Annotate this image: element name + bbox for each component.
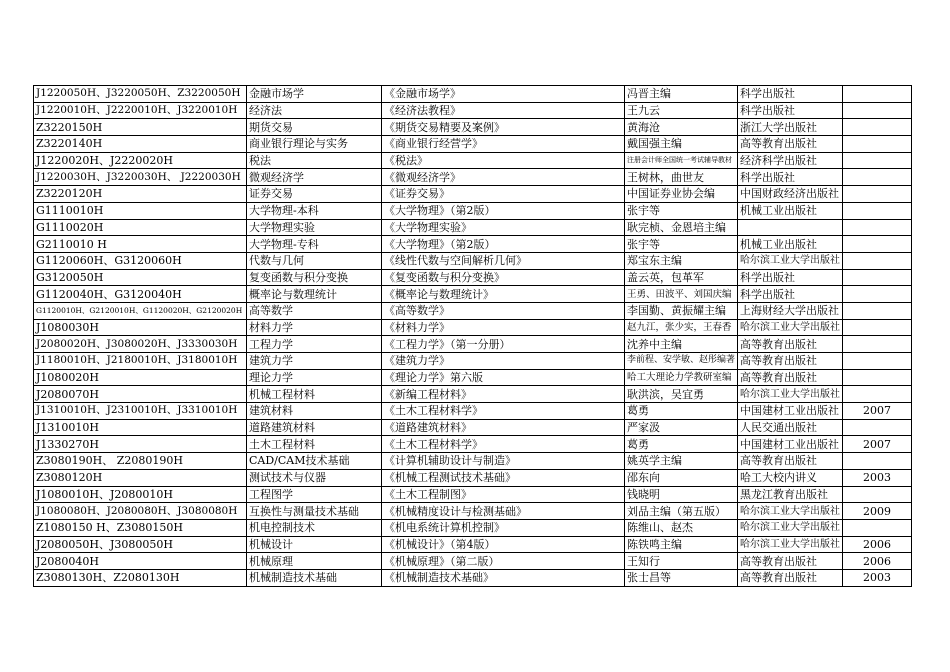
author-cell: 邵东向 — [625, 469, 738, 486]
table-row — [34, 219, 912, 236]
course-code-cell: G2110010 H — [34, 236, 247, 253]
course-code-cell: J1080030H — [34, 319, 247, 336]
textbook-title-cell: 《机械设计》（第4版） — [382, 536, 625, 553]
author-cell: 黄海沧 — [625, 119, 738, 136]
textbook-title-cell: 《高等数学》 — [382, 302, 625, 319]
course-code-cell: J1080010H、J2080010H — [34, 486, 247, 503]
year-cell — [843, 386, 912, 403]
table-row — [34, 369, 912, 386]
textbook-title-cell: 《金融市场学》 — [382, 86, 625, 103]
course-name-cell: 道路建筑材料 — [247, 419, 382, 436]
table-row — [34, 403, 912, 420]
publisher-cell: 高等教育出版社 — [738, 553, 843, 570]
course-code-cell: J2080070H — [34, 386, 247, 403]
publisher-cell: 中国建材工业出版社 — [738, 436, 843, 453]
author-cell: 沈养中主编 — [625, 336, 738, 353]
textbook-title-cell: 《土木工程材料学》 — [382, 403, 625, 420]
year-cell — [843, 119, 912, 136]
table-row — [34, 353, 912, 370]
table-row — [34, 536, 912, 553]
course-code-cell: J1080080H、J2080080H、J3080080H — [34, 503, 247, 520]
author-cell: 耿完桢、金恩培主编 — [625, 219, 738, 236]
course-code-cell: Z1080150 H、Z3080150H — [34, 519, 247, 536]
table-row — [34, 102, 912, 119]
course-name-cell: 经济法 — [247, 102, 382, 119]
publisher-cell: 科学出版社 — [738, 102, 843, 119]
course-name-cell: 大学物理实验 — [247, 219, 382, 236]
textbook-title-cell: 《经济法教程》 — [382, 102, 625, 119]
year-cell — [843, 186, 912, 203]
course-name-cell: 复变函数与积分变换 — [247, 269, 382, 286]
table-row — [34, 236, 912, 253]
author-cell: 钱晓明 — [625, 486, 738, 503]
course-code-cell: J1180010H、J2180010H、J3180010H — [34, 353, 247, 370]
textbook-title-cell: 《微观经济学》 — [382, 169, 625, 186]
table-row — [34, 419, 912, 436]
publisher-cell: 高等教育出版社 — [738, 453, 843, 470]
year-cell — [843, 453, 912, 470]
publisher-cell: 上海财经大学出版社 — [738, 302, 843, 319]
course-name-cell: 工程图学 — [247, 486, 382, 503]
year-cell — [843, 419, 912, 436]
year-cell — [843, 102, 912, 119]
publisher-cell: 中国建材工业出版社 — [738, 403, 843, 420]
publisher-cell: 机械工业出版社 — [738, 236, 843, 253]
textbook-title-cell: 《线性代数与空间解析几何》 — [382, 252, 625, 269]
course-name-cell: 证券交易 — [247, 186, 382, 203]
textbook-title-cell: 《机电系统计算机控制》 — [382, 519, 625, 536]
textbook-title-cell: 《大学物理》（第2版） — [382, 202, 625, 219]
textbook-title-cell: 《机械制造技术基础》 — [382, 569, 625, 586]
author-cell: 王知行 — [625, 553, 738, 570]
author-cell: 严家汲 — [625, 419, 738, 436]
author-cell: 王勇、田波平、刘国庆编 — [625, 286, 738, 303]
author-cell: 冯晋主编 — [625, 86, 738, 103]
author-cell: 李国勤、黄振耀主编 — [625, 302, 738, 319]
table-row — [34, 386, 912, 403]
course-name-cell: 微观经济学 — [247, 169, 382, 186]
course-name-cell: 建筑力学 — [247, 353, 382, 370]
author-cell: 注册会计师全国统一考试辅导教材 — [625, 152, 738, 169]
textbook-title-cell: 《期货交易精要及案例》 — [382, 119, 625, 136]
course-code-cell: J2080050H、J3080050H — [34, 536, 247, 553]
course-name-cell: 机电控制技术 — [247, 519, 382, 536]
course-code-cell: Z3080130H、Z2080130H — [34, 569, 247, 586]
textbook-title-cell: 《税法》 — [382, 152, 625, 169]
textbook-title-cell: 《土木工程材料学》 — [382, 436, 625, 453]
year-cell — [843, 152, 912, 169]
publisher-cell: 机械工业出版社 — [738, 202, 843, 219]
table-row — [34, 453, 912, 470]
course-name-cell: 测试技术与仪器 — [247, 469, 382, 486]
table-row — [34, 136, 912, 153]
textbook-title-cell: 《机械原理》（第二版） — [382, 553, 625, 570]
table-row — [34, 119, 912, 136]
author-cell: 戴国强主编 — [625, 136, 738, 153]
course-code-cell: J1220050H、J3220050H、Z3220050H — [34, 86, 247, 103]
author-cell: 哈工大理论力学教研室编 — [625, 369, 738, 386]
year-cell — [843, 336, 912, 353]
year-cell — [843, 486, 912, 503]
course-code-cell: G1110010H — [34, 202, 247, 219]
textbook-title-cell: 《商业银行经营学》 — [382, 136, 625, 153]
author-cell: 葛勇 — [625, 436, 738, 453]
year-cell — [843, 302, 912, 319]
textbook-title-cell: 《计算机辅助设计与制造》 — [382, 453, 625, 470]
textbook-title-cell: 《建筑力学》 — [382, 353, 625, 370]
year-cell: 2003 — [843, 569, 912, 586]
table-row — [34, 86, 912, 103]
table-row — [34, 503, 912, 520]
year-cell — [843, 236, 912, 253]
course-code-cell: G1110020H — [34, 219, 247, 236]
publisher-cell: 哈工大校内讲义 — [738, 469, 843, 486]
author-cell: 盖云英，包革军 — [625, 269, 738, 286]
course-name-cell: 概率论与数理统计 — [247, 286, 382, 303]
publisher-cell — [738, 219, 843, 236]
course-code-cell: G3120050H — [34, 269, 247, 286]
course-name-cell: 商业银行理论与实务 — [247, 136, 382, 153]
table-row — [34, 186, 912, 203]
textbook-title-cell: 《材料力学》 — [382, 319, 625, 336]
table-row — [34, 569, 912, 586]
publisher-cell: 人民交通出版社 — [738, 419, 843, 436]
table-row — [34, 169, 912, 186]
publisher-cell: 高等教育出版社 — [738, 569, 843, 586]
course-name-cell: 互换性与测量技术基础 — [247, 503, 382, 520]
table-row — [34, 519, 912, 536]
author-cell: 耿洪滨，吴宜勇 — [625, 386, 738, 403]
course-code-cell: Z3220140H — [34, 136, 247, 153]
author-cell: 葛勇 — [625, 403, 738, 420]
course-code-cell: J1330270H — [34, 436, 247, 453]
course-code-cell: J1310010H、J2310010H、J3310010H — [34, 403, 247, 420]
textbook-title-cell: 《机械工程测试技术基础》 — [382, 469, 625, 486]
publisher-cell: 高等教育出版社 — [738, 353, 843, 370]
textbook-title-cell: 《理论力学》第六版 — [382, 369, 625, 386]
author-cell: 赵九江，张少实，王春香 — [625, 319, 738, 336]
publisher-cell: 科学出版社 — [738, 169, 843, 186]
year-cell: 2009 — [843, 503, 912, 520]
publisher-cell: 黑龙江教育出版社 — [738, 486, 843, 503]
textbook-title-cell: 《证券交易》 — [382, 186, 625, 203]
textbook-table-body — [34, 86, 912, 587]
table-row — [34, 152, 912, 169]
course-name-cell: 建筑材料 — [247, 403, 382, 420]
author-cell: 郑宝东主编 — [625, 252, 738, 269]
table-row — [34, 336, 912, 353]
year-cell — [843, 252, 912, 269]
year-cell — [843, 369, 912, 386]
course-name-cell: CAD/CAM技术基础 — [247, 453, 382, 470]
publisher-cell: 高等教育出版社 — [738, 369, 843, 386]
course-name-cell: 机械工程材料 — [247, 386, 382, 403]
textbook-title-cell: 《土木工程制图》 — [382, 486, 625, 503]
publisher-cell: 浙江大学出版社 — [738, 119, 843, 136]
table-row — [34, 553, 912, 570]
table-row — [34, 319, 912, 336]
course-code-cell: G1120040H、G3120040H — [34, 286, 247, 303]
publisher-cell: 哈尔滨工业大学出版社 — [738, 386, 843, 403]
course-code-cell: J1080020H — [34, 369, 247, 386]
publisher-cell: 高等教育出版社 — [738, 336, 843, 353]
table-row — [34, 436, 912, 453]
course-name-cell: 金融市场学 — [247, 86, 382, 103]
year-cell — [843, 169, 912, 186]
course-name-cell: 理论力学 — [247, 369, 382, 386]
table-row — [34, 302, 912, 319]
year-cell: 2007 — [843, 436, 912, 453]
course-code-cell: J2080040H — [34, 553, 247, 570]
author-cell: 王树林，曲世友 — [625, 169, 738, 186]
table-row — [34, 469, 912, 486]
table-row — [34, 269, 912, 286]
author-cell: 张宇等 — [625, 202, 738, 219]
course-code-cell: G1120060H、G3120060H — [34, 252, 247, 269]
course-name-cell: 大学物理-专科 — [247, 236, 382, 253]
table-row — [34, 202, 912, 219]
year-cell: 2006 — [843, 553, 912, 570]
year-cell — [843, 269, 912, 286]
course-name-cell: 机械原理 — [247, 553, 382, 570]
course-code-cell: Z3220150H — [34, 119, 247, 136]
publisher-cell: 哈尔滨工业大学出版社 — [738, 319, 843, 336]
year-cell — [843, 319, 912, 336]
author-cell: 中国证券业协会编 — [625, 186, 738, 203]
course-code-cell: Z3220120H — [34, 186, 247, 203]
author-cell: 刘品主编（第五版） — [625, 503, 738, 520]
table-row — [34, 286, 912, 303]
course-name-cell: 机械制造技术基础 — [247, 569, 382, 586]
publisher-cell: 哈尔滨工业大学出版社 — [738, 519, 843, 536]
course-code-cell: Z3080190H、 Z2080190H — [34, 453, 247, 470]
publisher-cell: 中国财政经济出版社 — [738, 186, 843, 203]
publisher-cell: 科学出版社 — [738, 269, 843, 286]
table-row — [34, 252, 912, 269]
table-row — [34, 486, 912, 503]
publisher-cell: 哈尔滨工业大学出版社 — [738, 536, 843, 553]
course-name-cell: 代数与几何 — [247, 252, 382, 269]
course-name-cell: 大学物理-本科 — [247, 202, 382, 219]
course-code-cell: J1220020H、J2220020H — [34, 152, 247, 169]
author-cell: 陈维山、赵杰 — [625, 519, 738, 536]
course-name-cell: 期货交易 — [247, 119, 382, 136]
course-name-cell: 土木工程材料 — [247, 436, 382, 453]
year-cell — [843, 219, 912, 236]
course-code-cell: J1220010H、J2220010H、J3220010H — [34, 102, 247, 119]
textbook-title-cell: 《新编工程材料》 — [382, 386, 625, 403]
course-code-cell: J1220030H、J3220030H、 J2220030H — [34, 169, 247, 186]
textbook-title-cell: 《大学物理》（第2版） — [382, 236, 625, 253]
publisher-cell: 经济科学出版社 — [738, 152, 843, 169]
year-cell — [843, 202, 912, 219]
author-cell: 张宇等 — [625, 236, 738, 253]
author-cell: 李前程、安学敏、赵彤编著 — [625, 353, 738, 370]
course-code-cell: J1310010H — [34, 419, 247, 436]
author-cell: 王九云 — [625, 102, 738, 119]
year-cell — [843, 519, 912, 536]
course-code-cell: G1120010H、G2120010H、G1120020H、G2120020H — [34, 302, 247, 319]
publisher-cell: 哈尔滨工业大学出版社 — [738, 503, 843, 520]
publisher-cell: 哈尔滨工业大学出版社 — [738, 252, 843, 269]
author-cell: 姚英学主编 — [625, 453, 738, 470]
course-name-cell: 工程力学 — [247, 336, 382, 353]
year-cell — [843, 136, 912, 153]
publisher-cell: 高等教育出版社 — [738, 136, 843, 153]
course-code-cell: J2080020H、J3080020H、J3330030H — [34, 336, 247, 353]
textbook-table — [33, 85, 912, 587]
year-cell: 2006 — [843, 536, 912, 553]
textbook-title-cell: 《工程力学》（第一分册） — [382, 336, 625, 353]
publisher-cell: 科学出版社 — [738, 286, 843, 303]
year-cell: 2003 — [843, 469, 912, 486]
textbook-table-sheet — [33, 85, 910, 587]
course-name-cell: 材料力学 — [247, 319, 382, 336]
textbook-title-cell: 《大学物理实验》 — [382, 219, 625, 236]
year-cell — [843, 86, 912, 103]
author-cell: 陈铁鸣主编 — [625, 536, 738, 553]
textbook-title-cell: 《复变函数与积分变换》 — [382, 269, 625, 286]
course-name-cell: 税法 — [247, 152, 382, 169]
course-code-cell: Z3080120H — [34, 469, 247, 486]
year-cell — [843, 286, 912, 303]
textbook-title-cell: 《概率论与数理统计》 — [382, 286, 625, 303]
year-cell — [843, 353, 912, 370]
course-name-cell: 高等数学 — [247, 302, 382, 319]
textbook-title-cell: 《机械精度设计与检测基础》 — [382, 503, 625, 520]
publisher-cell: 科学出版社 — [738, 86, 843, 103]
course-name-cell: 机械设计 — [247, 536, 382, 553]
textbook-title-cell: 《道路建筑材料》 — [382, 419, 625, 436]
author-cell: 张士昌等 — [625, 569, 738, 586]
year-cell: 2007 — [843, 403, 912, 420]
